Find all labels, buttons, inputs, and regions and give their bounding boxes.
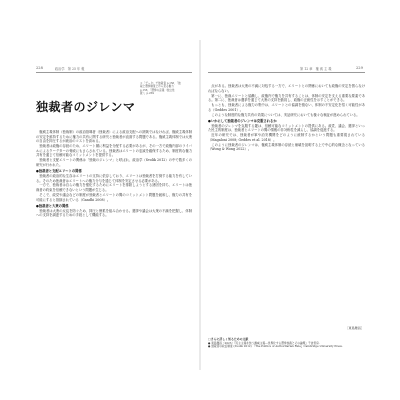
body-paragraph: もっとも、独裁者による権力の集中は、エリートとの協調を損ない、体制の不安定化を招く可能性がある（Geddes 2001）。 — [208, 103, 365, 112]
author-signature: ［東島雅昌］ — [345, 326, 364, 330]
body-paragraph: 独裁者は政権の存続のため、エリート層に利益を分配する必要があるが、その一方で政権内部のライバルによるクーデターの脅威にもさらされている。独裁者はエリートの忠誠を確保するため、制度的な権力共有を通じて信頼可能なコミットメントを提供する。 — [36, 144, 192, 158]
further-reading-item: ● 東島雅昌（2023）『民主主義を装う権威主義―世界化する選挙独裁とその論理』千倉書房. — [208, 340, 320, 345]
side-note-line: 裁と選挙制度とから見る権力 — [140, 85, 174, 89]
left-page-number: 228 — [36, 66, 43, 70]
body-paragraph: このような制度的な権力共有の効果については、実証研究においても様々な検証が進められている。 — [211, 112, 360, 117]
body-paragraph: 近年の研究では、独裁者が軍や治安機関をどのように統制するかという問題も重要視されている（Magaloni 2008; Geddes et al. 2018）。 — [208, 133, 365, 142]
body-paragraph: 権威主義体制（独裁制）の政治指導者（独裁者）による政治支配への挑戦ではなければ、権威主義体制の安定を維持するために権力の共有に関する研究と独裁者が直面する問題である。権威主義体制では大衆の自由を抑圧するが統治のコストを高める。 — [36, 130, 192, 144]
body-paragraph: そこで、政党や議会などの制度が独裁者とエリートの間のコミットメント問題を緩和し、権力の共有を可能にすると指摘されている（Gandhi 2008）。 — [36, 193, 192, 202]
side-note-line: 統）」p.259 — [140, 92, 154, 96]
body-paragraph: 独裁者の政治的な生存はエリートの支持に依存しており、エリートは独裁者を打倒する能力を有している。そのため独裁者はエリートへの権力分与を通じて体制を安定させる必要がある。 — [36, 173, 192, 183]
left-header-rule — [36, 72, 192, 73]
chapter-title: 独裁者のジレンマ — [36, 100, 136, 114]
further-reading-box — [208, 338, 365, 349]
side-note-line: p.156、「選挙の意義（独立性 — [140, 88, 175, 92]
right-header-rule — [208, 72, 365, 73]
section-heading: ●独裁者と支配エリートの関係 — [36, 168, 82, 173]
right-running-header: 第 12 章 権 威 主 義 — [300, 67, 332, 71]
side-note — [140, 82, 192, 96]
book-gutter — [199, 40, 201, 370]
further-reading-heading: □さらに詳しく知るための文献 — [208, 337, 249, 341]
body-paragraph: 一方で、独裁者は自らの権力を強化するためにエリートを排除しようとする誘因を持ち、エリートは独裁者の約束を信頼できないという問題が生じる。 — [36, 183, 192, 193]
side-note-line: ＊「データ」で独裁者 p.156、「独 — [140, 82, 181, 85]
body-paragraph: 点がある。独裁者は大衆の不満に対処する一方で、エリートとの関係においても政権の安定を図らなければならない。 — [208, 84, 365, 93]
body-paragraph: このように独裁者のジレンマは、権威主義体制の存続と崩壊を説明する上で中心的な概念となっている（Wong & Wong 2022）。 — [208, 142, 365, 152]
left-running-header: 政治学 第 25 年 報 — [55, 67, 85, 71]
body-paragraph: 独裁者は大衆の反乱を防ぐため、抑圧と懐柔を組み合わせる。選挙や議会は大衆の不満を把握し、体制への支持を調達するための手段として機能する。 — [36, 208, 192, 218]
right-page-number: 229 — [356, 66, 363, 70]
section-heading: ●独裁者と大衆の関係 — [36, 203, 69, 208]
left-page-body — [36, 130, 192, 365]
right-page-body — [208, 84, 365, 322]
body-paragraph: 独裁者のジレンマを克服する鍵は、信頼可能なコミットメントの提供にある。政党、議会、選挙といった民主的制度は、独裁者とエリートの間の情報の非対称性を減らし、協調を促進する。 — [208, 123, 365, 133]
further-reading-item: ● 独裁者の政治制度 (Svolik 2012) 『The Politics of Authoritarian Rule』Cambridge University Press. — [208, 344, 343, 349]
section-heading: ●いかにして独裁者のジレンマは克服されるか — [208, 118, 277, 123]
body-paragraph: 独裁者と支配エリートの関係は「独裁のジレンマ」と呼ばれ、政治学（Svolik 2012）の中で数多くの研究が行われた。 — [36, 158, 192, 167]
body-paragraph: 第一に、独裁エリートと協働し、政権内で権力を共有することは、体制の安定を支える重要な要素である。第二に、独裁者は選挙を通じて大衆の支持を動員し、政権の正統性を示すことができる。 — [208, 93, 365, 103]
